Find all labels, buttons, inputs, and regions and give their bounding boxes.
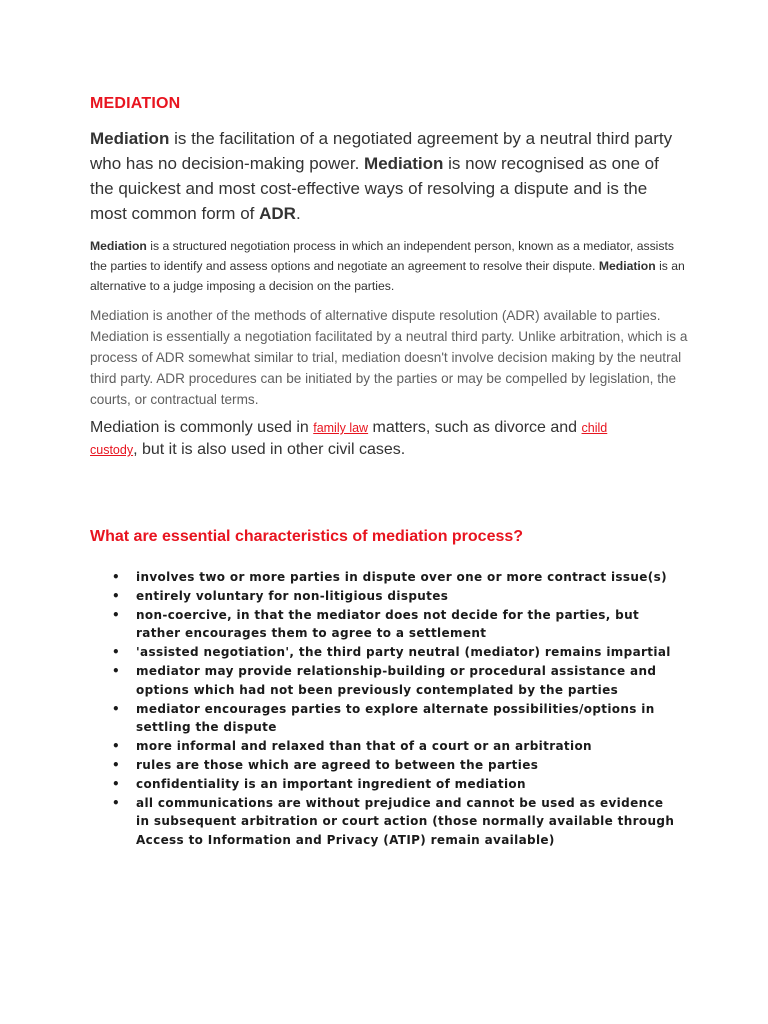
list-item xyxy=(108,700,678,738)
list-item xyxy=(108,775,678,794)
list-item-text: more informal and relaxed than that of a court or an arbitration xyxy=(136,739,592,754)
bullet-icon: • xyxy=(112,663,121,678)
adr-paragraph: Mediation is another of the methods of alternative dispute resolution (ADR) available to parties. Mediation is essentially a negotiation facilitated by a neutral third party. Unlike arbitration, which is a process of ADR somewhat similar to trial, mediation doesn't involve decision making by the neutral third party. ADR procedures can be initiated by the parties or may be compelled by legislation, the courts, or contractual terms. xyxy=(90,308,688,407)
list-item xyxy=(108,756,678,775)
list-item-text: non-coercive, in that the mediator does not decide for the parties, but rather encourages them to agree to a settlement xyxy=(136,607,640,641)
list-item-text: all communications are without prejudice and cannot be used as evidence in subsequent arbitration or court action (those normally available through Access to Information and Privacy (ATIP) remain available) xyxy=(136,795,675,848)
list-item xyxy=(108,737,678,756)
bullet-icon: • xyxy=(112,757,121,772)
list-item xyxy=(108,662,678,700)
bullet-icon: • xyxy=(112,607,121,622)
list-item-text: mediator may provide relationship-building or procedural assistance and options which had not been previously contemplated by the parties xyxy=(136,663,657,697)
list-item-text: confidentiality is an important ingredient of mediation xyxy=(136,776,526,791)
usage-paragraph xyxy=(90,417,650,461)
list-item-text: entirely voluntary for non-litigious disputes xyxy=(136,588,449,603)
bold-term: ADR xyxy=(259,204,296,223)
bullet-icon: • xyxy=(112,645,121,660)
intro-paragraph xyxy=(90,126,680,226)
list-item xyxy=(108,568,678,587)
family-law-link[interactable]: family law xyxy=(313,421,369,435)
text-span: is an alternative to a judge imposing a decision on the parties. xyxy=(90,259,685,293)
list-item-text: involves two or more parties in dispute over one or more contract issue(s) xyxy=(136,570,667,584)
bullet-icon: • xyxy=(112,570,121,584)
bullet-icon: • xyxy=(112,701,121,716)
list-item-text: mediator encourages parties to explore alternate possibilities/options in settling the dispute xyxy=(136,701,655,735)
page-title: MEDIATION xyxy=(90,95,181,112)
list-item-text: rules are those which are agreed to between the parties xyxy=(136,757,539,772)
bullet-icon: • xyxy=(112,795,121,810)
text-span: is the facilitation of a negotiated agreement by a neutral third party who has no decision-making power. xyxy=(90,129,673,173)
bold-term: Mediation xyxy=(90,129,170,148)
bold-term: Mediation xyxy=(364,154,444,173)
definition-paragraph xyxy=(90,236,690,296)
list-item xyxy=(108,794,678,850)
text-span: Mediation is commonly used in xyxy=(90,419,314,436)
characteristics-list xyxy=(108,568,678,850)
text-span: is now recognised as one of the quickest and most cost-effective ways of resolving a dispute and is the most common form of xyxy=(90,154,659,223)
bullet-icon: • xyxy=(112,588,121,603)
list-item xyxy=(108,587,678,606)
bullet-icon: • xyxy=(112,776,121,791)
child-custody-link[interactable]: child custody xyxy=(90,421,608,457)
list-item-text: 'assisted negotiation', the third party neutral (mediator) remains impartial xyxy=(136,645,671,660)
section-heading: What are essential characteristics of mediation process? xyxy=(90,528,524,545)
list-item xyxy=(108,643,678,662)
text-span: , but it is also used in other civil cases. xyxy=(133,441,406,458)
bold-term: Mediation xyxy=(90,239,147,253)
bullet-icon: • xyxy=(112,739,121,754)
list-item xyxy=(108,606,678,644)
bold-term: Mediation xyxy=(598,259,656,273)
text-span: . xyxy=(295,204,301,223)
text-span: is a structured negotiation process in which an independent person, known as a mediator, assists the parties to identify and assess options and negotiate an agreement to resolve their dispute. xyxy=(90,239,674,273)
text-span: matters, such as divorce and xyxy=(368,419,582,436)
